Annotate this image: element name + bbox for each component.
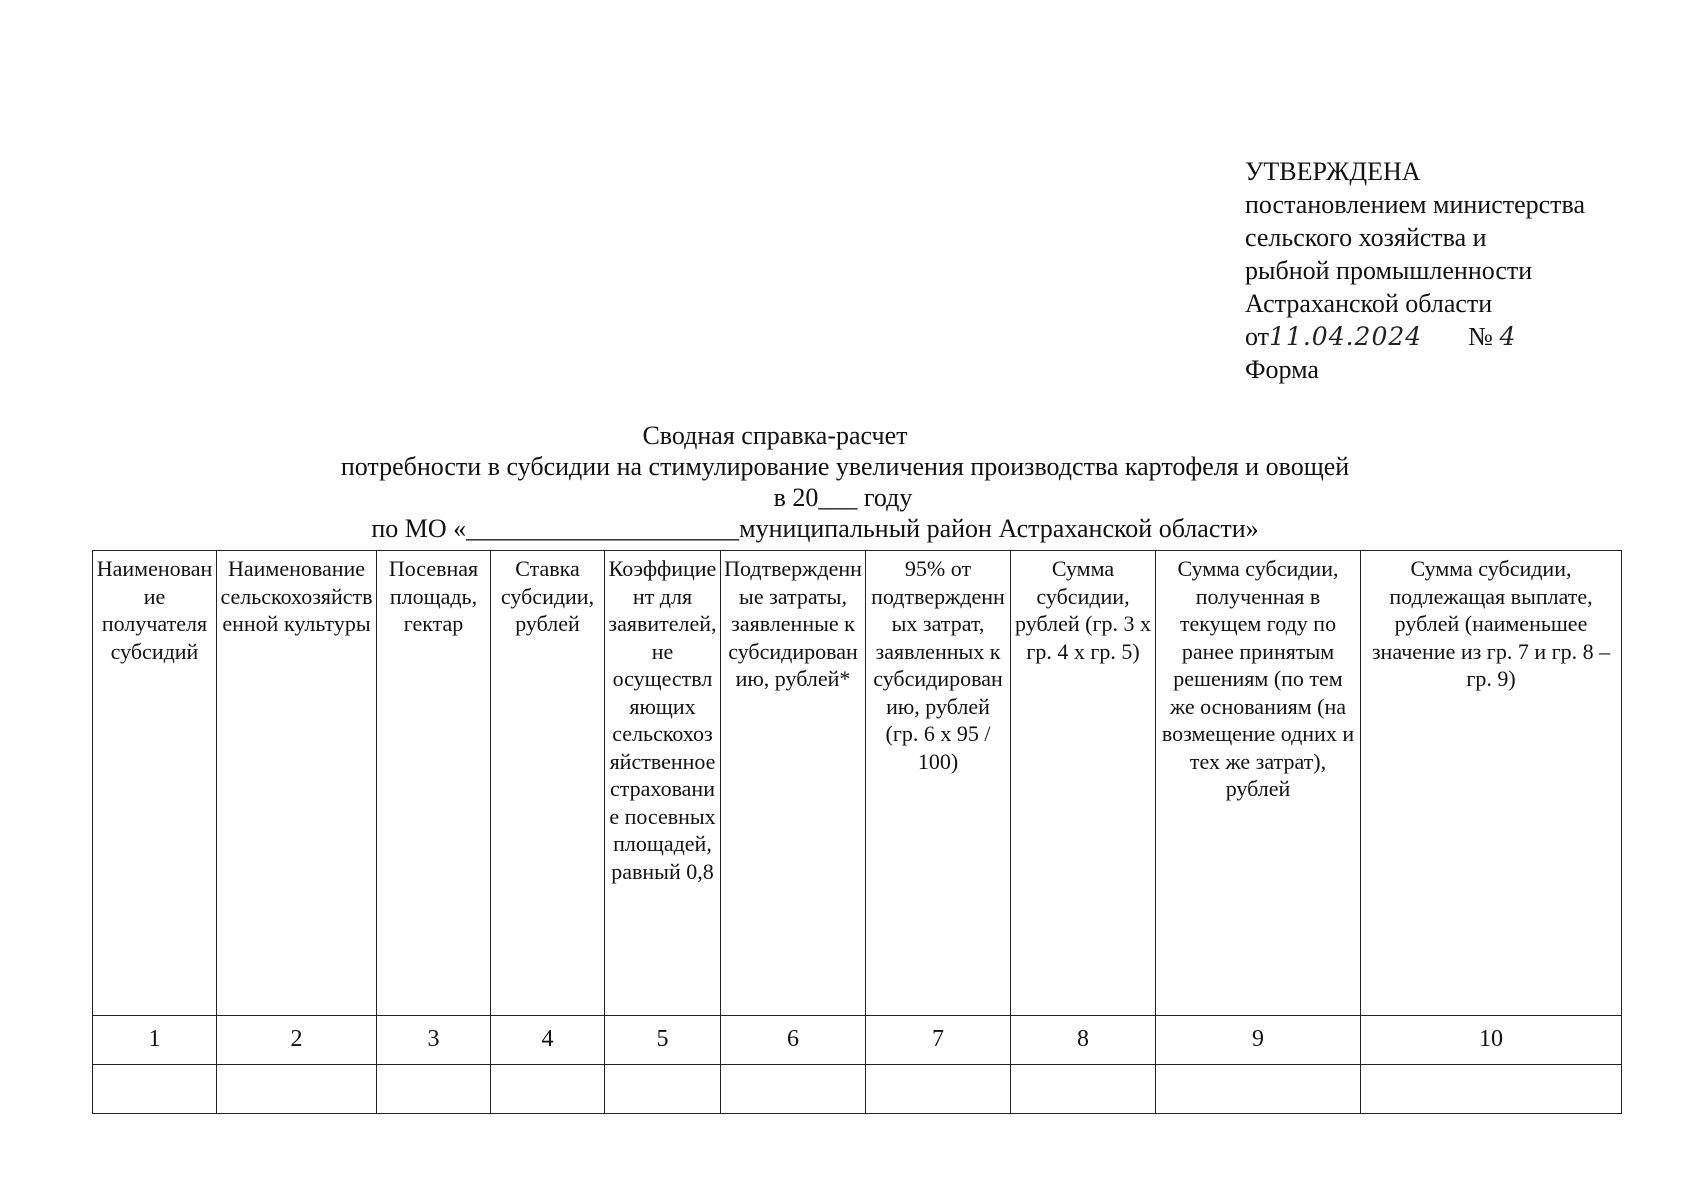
number-label: № bbox=[1468, 322, 1493, 351]
approval-line: Астраханской области bbox=[1245, 289, 1493, 318]
approval-line: сельского хозяйства и bbox=[1245, 223, 1487, 252]
empty-cell bbox=[605, 1065, 721, 1114]
column-number-row bbox=[93, 1016, 1622, 1065]
column-number: 7 bbox=[866, 1016, 1011, 1065]
column-number: 8 bbox=[1011, 1016, 1156, 1065]
date-prefix: от bbox=[1245, 322, 1270, 351]
empty-cell bbox=[1011, 1065, 1156, 1114]
header-cell: Наименование получателя субсидий bbox=[93, 551, 217, 1016]
column-number: 10 bbox=[1361, 1016, 1622, 1065]
header-cell: 95% от подтвержденных затрат, заявленных к субсидированию, рублей (гр. 6 х 95 / 100) bbox=[866, 551, 1011, 1016]
empty-cell bbox=[866, 1065, 1011, 1114]
header-cell: Посевная площадь, гектар bbox=[377, 551, 491, 1016]
column-number: 2 bbox=[217, 1016, 377, 1065]
empty-cell bbox=[491, 1065, 605, 1114]
header-cell: Коэффициент для заявителей, не осуществляющих сельскохозяйственное страхование посевных площадей, равный 0,8 bbox=[605, 551, 721, 1016]
empty-cell bbox=[93, 1065, 217, 1114]
column-number: 3 bbox=[377, 1016, 491, 1065]
handwritten-number: 4 bbox=[1499, 322, 1517, 351]
empty-cell bbox=[1361, 1065, 1622, 1114]
header-row bbox=[93, 551, 1622, 1016]
header-cell: Сумма субсидии, полученная в текущем году по ранее принятым решениям (по тем же основаниям (на возмещение одних и тех же затрат), рублей bbox=[1156, 551, 1361, 1016]
approval-date-line bbox=[1245, 320, 1685, 353]
document-title bbox=[0, 420, 1696, 544]
empty-cell bbox=[721, 1065, 866, 1114]
column-number: 6 bbox=[721, 1016, 866, 1065]
column-number: 4 bbox=[491, 1016, 605, 1065]
column-number: 9 bbox=[1156, 1016, 1361, 1065]
approval-block bbox=[1245, 155, 1685, 386]
approval-heading: УТВЕРЖДЕНА bbox=[1245, 157, 1421, 186]
calculation-table bbox=[92, 550, 1622, 1114]
header-cell: Ставка субсидии, рублей bbox=[491, 551, 605, 1016]
form-label: Форма bbox=[1245, 355, 1319, 384]
header-cell: Сумма субсидии, рублей (гр. 3 х гр. 4 х гр. 5) bbox=[1011, 551, 1156, 1016]
header-cell: Наименование сельскохозяйственной культуры bbox=[217, 551, 377, 1016]
column-number: 1 bbox=[93, 1016, 217, 1065]
header-cell: Подтвержденные затраты, заявленные к субсидированию, рублей* bbox=[721, 551, 866, 1016]
title-line-3: в 20___ году bbox=[773, 483, 913, 512]
title-line-4: по МО «_____________________муниципальный район Астраханской области» bbox=[371, 514, 1259, 543]
empty-data-row bbox=[93, 1065, 1622, 1114]
handwritten-date: 11.04.2024 bbox=[1269, 322, 1423, 351]
header-cell: Сумма субсидии, подлежащая выплате, рублей (наименьшее значение из гр. 7 и гр. 8 – гр. 9) bbox=[1361, 551, 1622, 1016]
column-number: 5 bbox=[605, 1016, 721, 1065]
empty-cell bbox=[1156, 1065, 1361, 1114]
empty-cell bbox=[217, 1065, 377, 1114]
empty-cell bbox=[377, 1065, 491, 1114]
approval-line: постановлением министерства bbox=[1245, 190, 1586, 219]
title-line-2: потребности в субсидии на стимулирование увеличения производства картофеля и овощей bbox=[340, 452, 1350, 481]
approval-line: рыбной промышленности bbox=[1245, 256, 1533, 285]
title-line-1: Сводная справка-расчет bbox=[642, 421, 908, 450]
